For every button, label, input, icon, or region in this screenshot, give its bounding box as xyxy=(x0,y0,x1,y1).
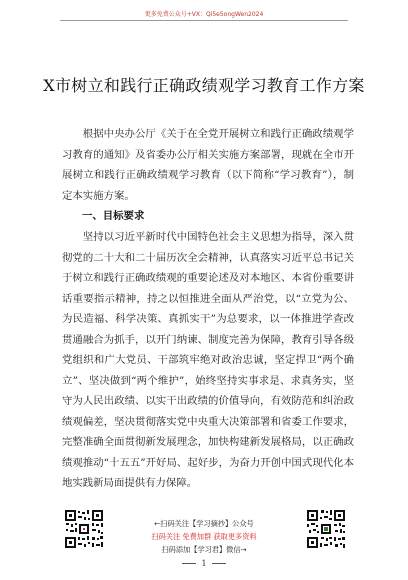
footer-line-join: 扫码关注 免费加群 获取更多资料 xyxy=(151,532,257,541)
page-number-dash-right xyxy=(212,563,226,564)
footer-promo xyxy=(108,517,300,556)
left-qr-code-icon[interactable] xyxy=(64,509,104,549)
header-divider xyxy=(60,20,348,21)
page-number-dash-left xyxy=(182,563,196,564)
right-qr-code-icon[interactable] xyxy=(306,509,346,549)
footer-line-add: 扫码添加【学习君】微信→ xyxy=(161,545,247,554)
header-note[interactable]: 更多免费公众号+VX：Qi5e5ongWen2024 xyxy=(144,11,264,18)
document-title: X市树立和践行正确政绩观学习教育工作方案 xyxy=(43,76,365,95)
body-paragraph: 坚持以习近平新时代中国特色社会主义思想为指导，深入贯彻党的二十大和二十届历次全会精神，认真落实习近平总书记关于树立和践行正确政绩观的重要论述及对本地区、本省份重要讲话重要指示精神，持之以恒推进全面从严治党，以“立党为公、为民造福、科学决策、真抓实干”为总要求，以一体推进学查改贯通融合为抓手，以开门纳谏、制度完善为保障，教育引导各级党组织和广大党员、干部筑牢绝对政治忠诚，坚定捍卫“两个确立”、坚决做到“两个维护”，始终坚持实事求是、求真务实，坚守为人民出政绩、以实干出政绩的价值导向，有效防范和纠治政绩观偏差，坚决贯彻落实党中央重大决策部署和省委工作要求，完整准确全面贯彻新发展理念，加快构建新发展格局，以正确政绩观推动“十五五”开好局、起好步，为奋力开创中国式现代化本地实践新局面提供有力保障。 xyxy=(62,231,354,489)
page-number-value: 1 xyxy=(201,559,207,568)
page-number xyxy=(0,559,408,568)
footer-line-follow: ←扫码关注【学习摘抄】公众号 xyxy=(154,519,254,528)
section-heading: 一、目标要求 xyxy=(82,210,145,222)
intro-paragraph: 根据中央办公厅《关于在全党开展树立和践行正确政绩观学习教育的通知》及省委办公厅相关实施方案部署，现就在全市开展树立和践行正确政绩观学习教育（以下简称“学习教育”），制定本实施方案。 xyxy=(62,128,354,202)
